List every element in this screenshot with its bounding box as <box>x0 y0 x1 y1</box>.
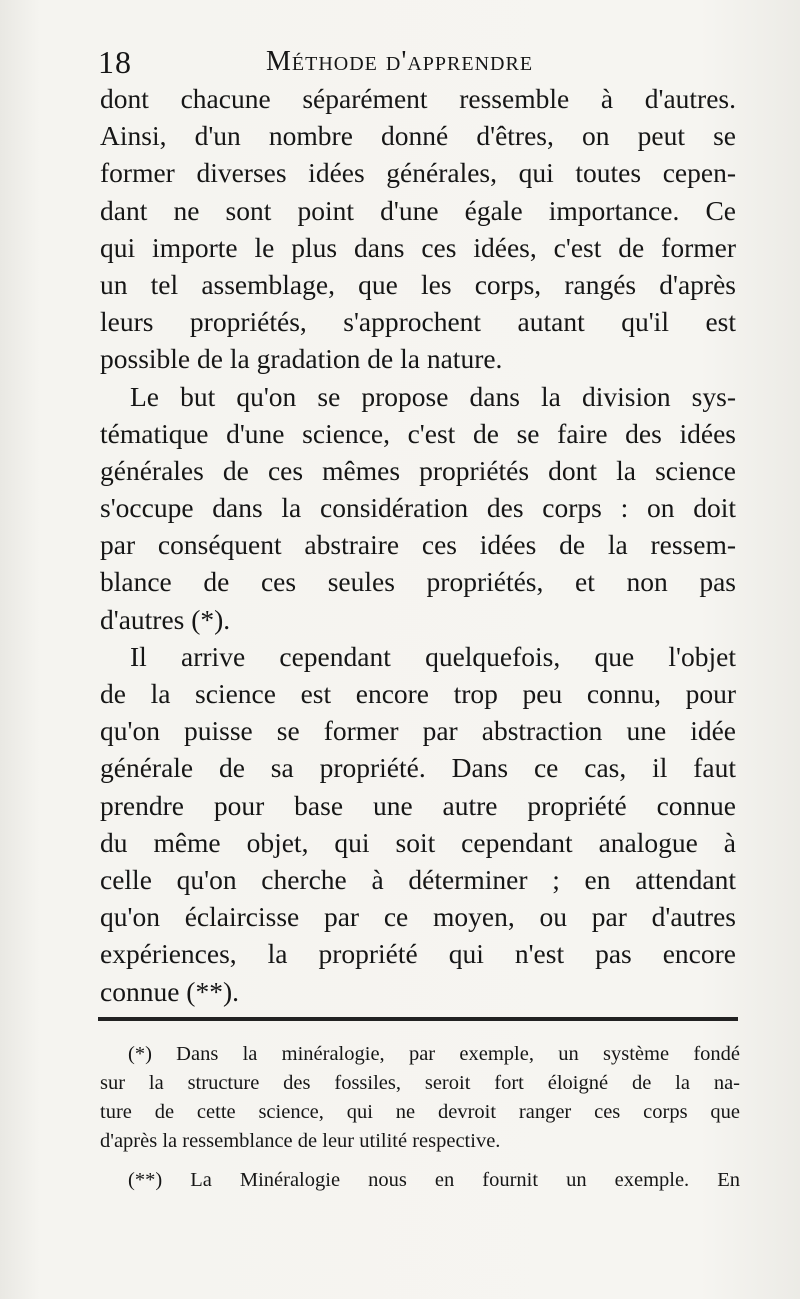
main-text <box>100 80 736 1010</box>
text-line: tématique d'une science, c'est de se faire des idées <box>100 417 736 449</box>
text-line: connue (**). <box>100 975 239 1007</box>
footnote-line: ture de cette science, qui ne devroit ranger ces corps que <box>100 1101 740 1123</box>
text-line: Il arrive cependant quelquefois, que l'objet <box>130 640 736 672</box>
footnote-gap <box>100 1156 740 1166</box>
text-line: dont chacune séparément ressemble à d'autres. <box>100 83 736 114</box>
footnote-line: (**) La Minéralogie nous en fournit un exemple. En <box>128 1169 740 1191</box>
text-line: blance de ces seules propriétés, et non pas <box>100 566 736 598</box>
text-line: qu'on éclaircisse par ce moyen, ou par d'autres <box>100 901 736 933</box>
text-line: leurs propriétés, s'approchent autant qu'il est <box>100 306 736 338</box>
text-line: du même objet, qui soit cependant analogue à <box>100 826 736 858</box>
text-line: Ainsi, d'un nombre donné d'êtres, on peut se <box>100 120 736 152</box>
text-line: un tel assemblage, que les corps, rangés d'après <box>100 268 736 300</box>
footnotes <box>100 1040 740 1195</box>
text-line: générales de ces mêmes propriétés dont la science <box>100 454 736 486</box>
footnote-line: sur la structure des fossiles, seroit fort éloigné de la na- <box>100 1072 740 1094</box>
page-header <box>98 44 738 84</box>
text-line: former diverses idées générales, qui toutes cepen- <box>100 157 736 189</box>
text-line: dant ne sont point d'une égale importance. Ce <box>100 194 736 226</box>
footnote-line: (*) Dans la minéralogie, par exemple, un système fondé <box>128 1043 740 1065</box>
footnote-divider <box>98 1017 738 1021</box>
text-line: qu'on puisse se former par abstraction une idée <box>100 715 736 747</box>
text-line: qui importe le plus dans ces idées, c'est de former <box>100 231 736 263</box>
text-line: prendre pour base une autre propriété connue <box>100 789 736 821</box>
text-line: générale de sa propriété. Dans ce cas, il faut <box>100 752 736 784</box>
text-line: possible de la gradation de la nature. <box>100 343 503 375</box>
text-line: d'autres (*). <box>100 603 231 635</box>
text-line: s'occupe dans la considération des corps : on doit <box>100 492 736 524</box>
text-line: de la science est encore trop peu connu, pour <box>100 678 736 709</box>
footnote-line: d'après la ressemblance de leur utilité respective. <box>100 1130 501 1152</box>
page-number: 18 <box>98 44 132 80</box>
text-line: par conséquent abstraire ces idées de la ressem- <box>100 529 736 561</box>
running-title: Méthode d'apprendre <box>266 46 534 77</box>
text-line: Le but qu'on se propose dans la division sys- <box>130 380 736 412</box>
text-line: expériences, la propriété qui n'est pas encore <box>100 938 736 970</box>
text-line: celle qu'on cherche à déterminer ; en attendant <box>100 863 736 895</box>
